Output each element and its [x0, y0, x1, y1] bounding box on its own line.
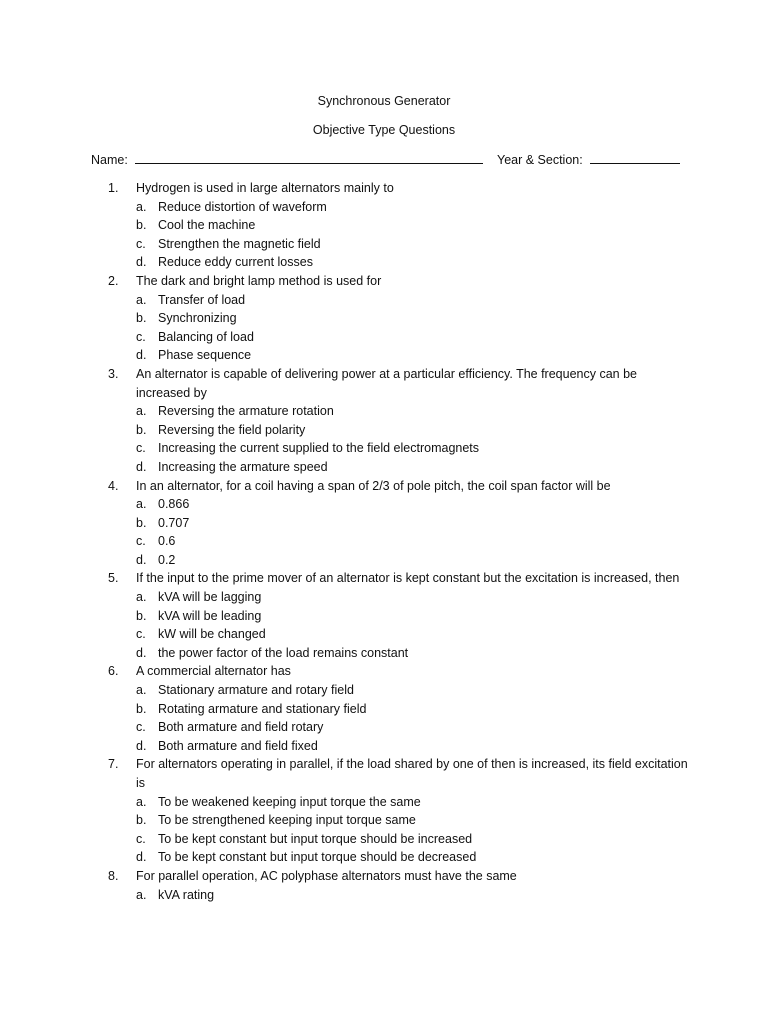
- option-text: 0.2: [158, 552, 176, 567]
- question-item: [108, 477, 688, 570]
- question-number: 5.: [108, 571, 119, 586]
- answer-option: [136, 235, 688, 254]
- question-text: An alternator is capable of delivering power at a particular efficiency. The frequency can be increased by: [136, 366, 637, 400]
- option-letter: a.: [136, 683, 147, 698]
- option-list: [136, 886, 688, 905]
- question-item: [108, 867, 688, 904]
- option-letter: d.: [136, 850, 147, 865]
- answer-option: [136, 439, 688, 458]
- option-text: 0.707: [158, 515, 190, 530]
- name-label: Name:: [91, 153, 128, 167]
- question-number: 1.: [108, 181, 119, 195]
- worksheet-title: Synchronous Generator: [317, 94, 451, 108]
- option-list: [136, 681, 688, 755]
- option-letter: a.: [136, 590, 147, 605]
- option-letter: d.: [136, 738, 147, 753]
- answer-option: [136, 421, 688, 440]
- option-text: the power factor of the load remains constant: [158, 645, 409, 660]
- option-text: kVA rating: [158, 887, 215, 902]
- option-list: [136, 588, 688, 662]
- option-text: kW will be changed: [158, 627, 266, 642]
- option-letter: b.: [136, 813, 147, 828]
- name-field: [91, 152, 483, 167]
- option-letter: d.: [136, 645, 147, 660]
- option-letter: d.: [136, 552, 147, 567]
- option-list: [136, 198, 688, 272]
- option-letter: a.: [136, 292, 147, 307]
- option-letter: a.: [136, 887, 147, 902]
- option-letter: a.: [136, 497, 147, 512]
- answer-option: [136, 625, 688, 644]
- answer-option: [136, 216, 688, 235]
- question-item: [108, 272, 688, 365]
- answer-option: [136, 291, 688, 310]
- answer-option: [136, 811, 688, 830]
- option-text: Rotating armature and stationary field: [158, 701, 367, 716]
- option-text: To be weakened keeping input torque the same: [158, 794, 421, 809]
- option-text: Transfer of load: [158, 292, 246, 307]
- option-letter: d.: [136, 255, 147, 270]
- question-number: 2.: [108, 273, 119, 288]
- year-section-label: Year & Section:: [497, 153, 583, 167]
- option-text: 0.866: [158, 497, 190, 512]
- answer-option: [136, 681, 688, 700]
- option-letter: b.: [136, 701, 147, 716]
- answer-option: [136, 514, 688, 533]
- option-letter: a.: [136, 199, 147, 214]
- question-text: Hydrogen is used in large alternators mainly to: [136, 181, 394, 195]
- option-letter: c.: [136, 329, 146, 344]
- option-letter: c.: [136, 441, 146, 456]
- answer-option: [136, 495, 688, 514]
- option-text: Balancing of load: [158, 329, 254, 344]
- option-letter: d.: [136, 348, 147, 363]
- option-text: Cool the machine: [158, 218, 256, 233]
- answer-option: [136, 402, 688, 421]
- option-text: Reversing the armature rotation: [158, 404, 334, 419]
- answer-option: [136, 644, 688, 663]
- question-number: 4.: [108, 478, 119, 493]
- answer-option: [136, 532, 688, 551]
- option-text: kVA will be leading: [158, 608, 262, 623]
- question-text: For alternators operating in parallel, if the load shared by one of then is increased, its field excitation is: [136, 757, 688, 790]
- option-text: To be kept constant but input torque should be decreased: [158, 850, 477, 865]
- question-number: 3.: [108, 366, 119, 381]
- option-letter: d.: [136, 459, 147, 474]
- answer-option: [136, 700, 688, 719]
- option-text: Both armature and field rotary: [158, 720, 324, 735]
- name-blank-line[interactable]: [135, 152, 483, 164]
- option-text: Reversing the field polarity: [158, 422, 306, 437]
- option-text: Strengthen the magnetic field: [158, 236, 321, 251]
- question-text: The dark and bright lamp method is used for: [136, 273, 382, 288]
- question-item: [108, 662, 688, 755]
- option-letter: c.: [136, 831, 146, 846]
- option-text: Reduce distortion of waveform: [158, 199, 327, 214]
- option-list: [136, 495, 688, 569]
- answer-option: [136, 830, 688, 849]
- option-text: Synchronizing: [158, 311, 237, 326]
- answer-option: [136, 253, 688, 272]
- answer-option: [136, 309, 688, 328]
- year-section-field: [497, 152, 680, 167]
- question-text: In an alternator, for a coil having a span of 2/3 of pole pitch, the coil span factor will be: [136, 478, 611, 493]
- answer-option: [136, 328, 688, 347]
- option-letter: c.: [136, 627, 146, 642]
- question-item: [108, 755, 688, 867]
- option-text: Increasing the armature speed: [158, 459, 328, 474]
- option-text: To be strengthened keeping input torque same: [158, 813, 416, 828]
- answer-option: [136, 588, 688, 607]
- option-text: Stationary armature and rotary field: [158, 683, 354, 698]
- answer-option: [136, 848, 688, 867]
- question-number: 7.: [108, 757, 119, 772]
- option-text: kVA will be lagging: [158, 590, 262, 605]
- option-letter: b.: [136, 608, 147, 623]
- year-section-blank-line[interactable]: [590, 152, 680, 164]
- option-letter: b.: [136, 422, 147, 437]
- answer-option: [136, 886, 688, 905]
- question-item: [108, 179, 688, 272]
- question-number: 8.: [108, 868, 119, 883]
- option-letter: c.: [136, 534, 146, 549]
- answer-option: [136, 551, 688, 570]
- answer-option: [136, 607, 688, 626]
- question-item: [108, 569, 688, 662]
- option-letter: c.: [136, 236, 146, 251]
- answer-option: [136, 346, 688, 365]
- question-item: [108, 365, 688, 477]
- option-text: To be kept constant but input torque should be increased: [158, 831, 473, 846]
- question-number: 6.: [108, 664, 119, 679]
- option-text: 0.6: [158, 534, 176, 549]
- option-letter: b.: [136, 218, 147, 233]
- answer-option: [136, 458, 688, 477]
- option-list: [136, 291, 688, 365]
- option-letter: a.: [136, 794, 147, 809]
- option-letter: a.: [136, 404, 147, 419]
- option-letter: b.: [136, 515, 147, 530]
- option-letter: b.: [136, 311, 147, 326]
- worksheet-subtitle: Objective Type Questions: [312, 123, 456, 137]
- option-text: Phase sequence: [158, 348, 252, 363]
- option-text: Both armature and field fixed: [158, 738, 318, 753]
- answer-option: [136, 718, 688, 737]
- option-letter: c.: [136, 720, 146, 735]
- option-list: [136, 793, 688, 867]
- question-text: For parallel operation, AC polyphase alternators must have the same: [136, 868, 517, 883]
- question-list: [108, 179, 688, 904]
- option-list: [136, 402, 688, 476]
- answer-option: [136, 198, 688, 217]
- question-text: A commercial alternator has: [136, 664, 291, 679]
- option-text: Increasing the current supplied to the field electromagnets: [158, 441, 480, 456]
- option-text: Reduce eddy current losses: [158, 255, 313, 270]
- question-text: If the input to the prime mover of an alternator is kept constant but the excitation is increased, then: [136, 571, 680, 586]
- answer-option: [136, 793, 688, 812]
- answer-option: [136, 737, 688, 756]
